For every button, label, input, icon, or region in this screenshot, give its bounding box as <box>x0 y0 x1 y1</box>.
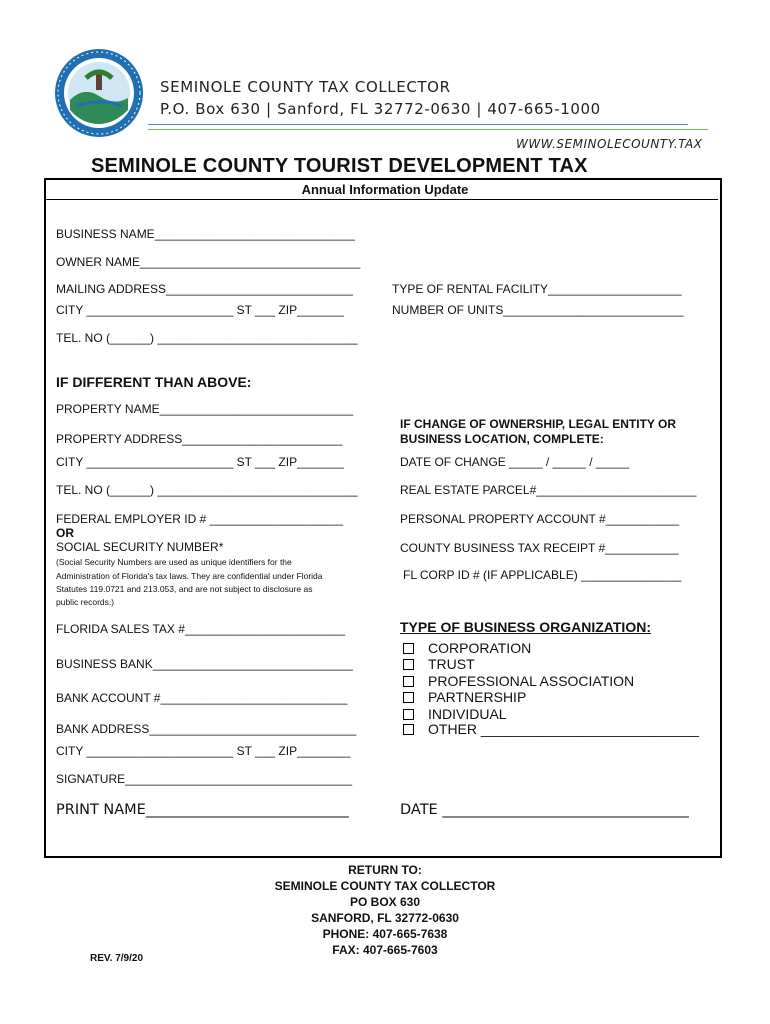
form-subtitle: Annual Information Update <box>301 182 469 197</box>
type-of-rental-facility-field[interactable]: TYPE OF RENTAL FACILITY____________________ <box>392 282 682 296</box>
bank-city-st-zip-field[interactable]: CITY ______________________ ST ___ ZIP________ <box>56 744 351 758</box>
property-tel-no-field[interactable]: TEL. NO (______) ______________________________ <box>56 483 358 497</box>
org-option-corporation[interactable] <box>403 640 531 656</box>
return-to-fax: FAX: 407-665-7603 <box>332 943 438 957</box>
fl-corp-id-field[interactable]: FL CORP ID # (IF APPLICABLE) _______________ <box>403 568 682 582</box>
ssn-note-line-4: public records.) <box>56 597 115 607</box>
org-option-professional-association[interactable] <box>403 673 634 689</box>
business-organization-heading: TYPE OF BUSINESS ORGANIZATION: <box>400 619 651 635</box>
date-field[interactable]: DATE __________________________________ <box>400 802 689 818</box>
county-business-tax-receipt-field[interactable]: COUNTY BUSINESS TAX RECEIPT #___________ <box>400 541 679 555</box>
property-address-field[interactable]: PROPERTY ADDRESS________________________ <box>56 432 343 446</box>
mailing-address-field[interactable]: MAILING ADDRESS____________________________ <box>56 282 353 296</box>
checkbox[interactable] <box>403 709 414 720</box>
owner-name-field[interactable]: OWNER NAME_________________________________ <box>56 255 361 269</box>
return-to-label: RETURN TO: <box>348 863 422 877</box>
property-city-st-zip-field[interactable]: CITY ______________________ ST ___ ZIP_______ <box>56 455 344 469</box>
return-to-city: SANFORD, FL 32772-0630 <box>311 911 459 925</box>
org-option-trust[interactable] <box>403 656 475 672</box>
subtitle-divider <box>46 199 718 200</box>
ssn-note-line-3: Statutes 119.0721 and 213.053, and are not subject to disclosure as <box>56 584 313 594</box>
real-estate-parcel-field[interactable]: REAL ESTATE PARCEL#________________________ <box>400 483 697 497</box>
org-option-label: INDIVIDUAL <box>428 706 507 722</box>
date-of-change-field[interactable]: DATE OF CHANGE _____ / _____ / _____ <box>400 455 630 469</box>
header-rule-blue <box>148 124 688 125</box>
seminole-county-seal-logo <box>54 48 144 138</box>
signature-field[interactable]: SIGNATURE__________________________________ <box>56 772 353 786</box>
ssn-note-line-2: Administration of Florida's tax laws. They are confidential under Florida <box>56 571 323 581</box>
header-address-line: P.O. Box 630 | Sanford, FL 32772-0630 | 407-665-1000 <box>160 100 601 118</box>
or-label: OR <box>56 526 74 540</box>
change-heading-line-2: BUSINESS LOCATION, COMPLETE: <box>400 432 604 446</box>
form-title: SEMINOLE COUNTY TOURIST DEVELOPMENT TAX <box>91 155 588 177</box>
header-website-link[interactable]: WWW.SEMINOLECOUNTY.TAX <box>516 137 703 151</box>
property-name-field[interactable]: PROPERTY NAME_____________________________ <box>56 402 354 416</box>
personal-property-account-field[interactable]: PERSONAL PROPERTY ACCOUNT #___________ <box>400 512 680 526</box>
florida-sales-tax-field[interactable]: FLORIDA SALES TAX #________________________ <box>56 622 346 636</box>
ssn-note-line-1: (Social Security Numbers are used as unique identifiers for the <box>56 557 292 567</box>
business-name-field[interactable]: BUSINESS NAME______________________________ <box>56 227 355 241</box>
org-option-partnership[interactable] <box>403 689 526 705</box>
number-of-units-field[interactable]: NUMBER OF UNITS___________________________ <box>392 303 684 317</box>
org-option-label: PROFESSIONAL ASSOCIATION <box>428 673 635 689</box>
return-to-org: SEMINOLE COUNTY TAX COLLECTOR <box>274 879 496 893</box>
change-heading-line-1: IF CHANGE OF OWNERSHIP, LEGAL ENTITY OR <box>400 417 677 431</box>
bank-account-field[interactable]: BANK ACCOUNT #____________________________ <box>56 691 348 705</box>
checkbox[interactable] <box>403 643 414 654</box>
if-different-heading: IF DIFFERENT THAN ABOVE: <box>56 374 252 390</box>
return-to-phone: PHONE: 407-665-7638 <box>322 927 448 941</box>
revision-label: REV. 7/9/20 <box>90 953 144 964</box>
org-option-other[interactable] <box>403 721 699 737</box>
org-option-label: CORPORATION <box>428 640 532 656</box>
header-org-name: SEMINOLE COUNTY TAX COLLECTOR <box>160 78 451 96</box>
federal-employer-id-field[interactable]: FEDERAL EMPLOYER ID # ____________________ <box>56 512 344 526</box>
business-bank-field[interactable]: BUSINESS BANK______________________________ <box>56 657 353 671</box>
checkbox[interactable] <box>403 692 414 703</box>
checkbox[interactable] <box>403 659 414 670</box>
social-security-number-field[interactable]: SOCIAL SECURITY NUMBER* <box>56 540 224 554</box>
city-st-zip-field[interactable]: CITY ______________________ ST ___ ZIP_______ <box>56 303 344 317</box>
org-option-label: PARTNERSHIP <box>428 689 527 705</box>
checkbox[interactable] <box>403 676 414 687</box>
org-option-label: OTHER ____________________________ <box>428 721 699 737</box>
bank-address-field[interactable]: BANK ADDRESS_______________________________ <box>56 722 357 736</box>
print-name-field[interactable]: PRINT NAME____________________________ <box>56 802 349 818</box>
header-rule-green <box>148 129 708 130</box>
return-to-po-box: PO BOX 630 <box>349 895 421 909</box>
org-option-label: TRUST <box>428 656 475 672</box>
org-option-individual[interactable] <box>403 706 507 722</box>
checkbox[interactable] <box>403 724 414 735</box>
tel-no-field[interactable]: TEL. NO (______) ______________________________ <box>56 331 358 345</box>
